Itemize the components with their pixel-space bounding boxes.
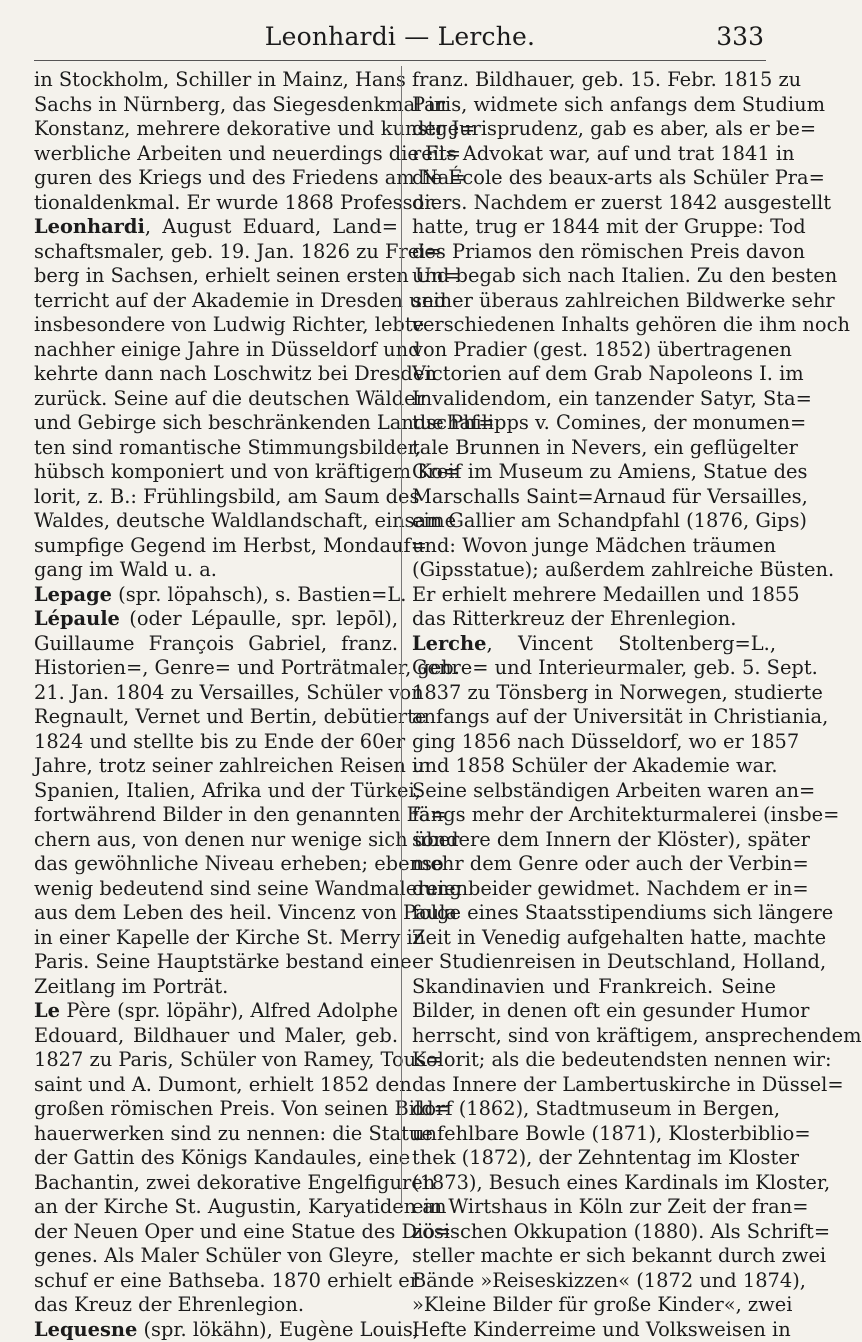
page-number: 333 bbox=[716, 22, 764, 51]
text-line: das gewöhnliche Niveau erheben; ebenso bbox=[34, 852, 398, 877]
text-line: das Ritterkreuz der Ehrenlegion. bbox=[412, 607, 776, 632]
text-line: tue Philipps v. Comines, der monumen= bbox=[412, 411, 776, 436]
text-line: berg in Sachsen, erhielt seinen ersten Un= bbox=[34, 264, 398, 289]
text-line: dung beider gewidmet. Nachdem er in= bbox=[412, 877, 776, 902]
text-line: Lepage (spr. löpahsch), s. Bastien=L. bbox=[34, 583, 398, 608]
text-line: zösischen Okkupation (1880). Als Schrift= bbox=[412, 1220, 776, 1245]
text-line: 1827 zu Paris, Schüler von Ramey, Tous= bbox=[34, 1048, 398, 1073]
text-line: 21. Jan. 1804 zu Versailles, Schüler von bbox=[34, 681, 398, 706]
text-line: Hefte Kinderreime und Volksweisen in bbox=[412, 1318, 776, 1342]
text-line: chern aus, von denen nur wenige sich über bbox=[34, 828, 398, 853]
page-header bbox=[0, 18, 800, 58]
text-line: hatte, trug er 1844 mit der Gruppe: Tod bbox=[412, 215, 776, 240]
text-line: Zeit in Venedig aufgehalten hatte, machte bbox=[412, 926, 776, 951]
text-line: Historien=, Genre= und Porträtmaler, geb. bbox=[34, 656, 398, 681]
text-line: Lerche, Vincent Stoltenberg=L., bbox=[412, 632, 776, 657]
text-line: Le Père (spr. löpähr), Alfred Adolphe bbox=[34, 999, 398, 1024]
text-line: herrscht, sind von kräftigem, ansprechendem bbox=[412, 1024, 776, 1049]
text-line: anfangs auf der Universität in Christiania, bbox=[412, 705, 776, 730]
text-line: ein Gallier am Schandpfahl (1876, Gips) bbox=[412, 509, 776, 534]
text-line: schaftsmaler, geb. 19. Jan. 1826 zu Frei= bbox=[34, 240, 398, 265]
entry-headword: Lequesne bbox=[34, 1318, 137, 1341]
text-line: wenig bedeutend sind seine Wandmalereien bbox=[34, 877, 398, 902]
text-line: er Studienreisen in Deutschland, Holland, bbox=[412, 950, 776, 975]
text-line: (Gipsstatue); außerdem zahlreiche Büsten. bbox=[412, 558, 776, 583]
text-line: verschiedenen Inhalts gehören die ihm noch bbox=[412, 313, 776, 338]
text-line: tale Brunnen in Nevers, ein geflügelter bbox=[412, 436, 776, 461]
entry-headword: Lepage bbox=[34, 583, 112, 606]
text-line: und Gebirge sich beschränkenden Landschaf= bbox=[34, 411, 398, 436]
text-line: seiner überaus zahlreichen Bildwerke sehr bbox=[412, 289, 776, 314]
text-line: und 1858 Schüler der Akademie war. bbox=[412, 754, 776, 779]
text-line: Konstanz, mehrere dekorative und kunstge= bbox=[34, 117, 398, 142]
text-line: ging 1856 nach Düsseldorf, wo er 1857 bbox=[412, 730, 776, 755]
text-line: (1873), Besuch eines Kardinals im Kloster, bbox=[412, 1171, 776, 1196]
text-line: »Kleine Bilder für große Kinder«, zwei bbox=[412, 1293, 776, 1318]
text-line: insbesondere von Ludwig Richter, lebte bbox=[34, 313, 398, 338]
text-line: Jahre, trotz seiner zahlreichen Reisen in bbox=[34, 754, 398, 779]
text-line: Paris. Seine Hauptstärke bestand eine bbox=[34, 950, 398, 975]
text-line: der Gattin des Königs Kandaules, eine bbox=[34, 1146, 398, 1171]
text-line: saint und A. Dumont, erhielt 1852 den bbox=[34, 1073, 398, 1098]
text-line: kehrte dann nach Loschwitz bei Dresden bbox=[34, 362, 398, 387]
text-line: fortwährend Bilder in den genannten Fä= bbox=[34, 803, 398, 828]
text-line: ten sind romantische Stimmungsbilder, bbox=[34, 436, 398, 461]
text-line: mehr dem Genre oder auch der Verbin= bbox=[412, 852, 776, 877]
text-line: zurück. Seine auf die deutschen Wälder bbox=[34, 387, 398, 412]
text-line: Marschalls Saint=Arnaud für Versailles, bbox=[412, 485, 776, 510]
text-line: Victorien auf dem Grab Napoleons I. im bbox=[412, 362, 776, 387]
text-line: Sachs in Nürnberg, das Siegesdenkmal in bbox=[34, 93, 398, 118]
text-line: genes. Als Maler Schüler von Gleyre, bbox=[34, 1244, 398, 1269]
left-column bbox=[34, 68, 398, 1342]
text-line: thek (1872), der Zehntentag im Kloster bbox=[412, 1146, 776, 1171]
text-line: Bände »Reiseskizzen« (1872 und 1874), bbox=[412, 1269, 776, 1294]
text-line: diers. Nachdem er zuerst 1842 ausgestellt bbox=[412, 191, 776, 216]
text-line: schuf er eine Bathseba. 1870 erhielt er bbox=[34, 1269, 398, 1294]
running-head: Leonhardi — Lerche. bbox=[0, 22, 800, 51]
entry-headword: Lépaule bbox=[34, 607, 120, 630]
text-line: Greif im Museum zu Amiens, Statue des bbox=[412, 460, 776, 485]
text-line: Invalidendom, ein tanzender Satyr, Sta= bbox=[412, 387, 776, 412]
text-line: der Jurisprudenz, gab es aber, als er be= bbox=[412, 117, 776, 142]
text-line: 1837 zu Tönsberg in Norwegen, studierte bbox=[412, 681, 776, 706]
entry-headword: Le bbox=[34, 999, 60, 1022]
text-line: franz. Bildhauer, geb. 15. Febr. 1815 zu bbox=[412, 68, 776, 93]
column-divider bbox=[401, 66, 402, 1206]
text-line: großen römischen Preis. Von seinen Bild= bbox=[34, 1097, 398, 1122]
text-line: Er erhielt mehrere Medaillen und 1855 bbox=[412, 583, 776, 608]
text-line: Paris, widmete sich anfangs dem Studium bbox=[412, 93, 776, 118]
text-line: 1824 und stellte bis zu Ende der 60er bbox=[34, 730, 398, 755]
text-line: sumpfige Gegend im Herbst, Mondauf= bbox=[34, 534, 398, 559]
text-line: Bachantin, zwei dekorative Engelfiguren bbox=[34, 1171, 398, 1196]
text-line: steller machte er sich bekannt durch zwei bbox=[412, 1244, 776, 1269]
text-line: guren des Kriegs und des Friedens am Na= bbox=[34, 166, 398, 191]
text-line: des Priamos den römischen Preis davon bbox=[412, 240, 776, 265]
text-line: fangs mehr der Architekturmalerei (insbe= bbox=[412, 803, 776, 828]
text-line: sondere dem Innern der Klöster), später bbox=[412, 828, 776, 853]
text-line: Guillaume François Gabriel, franz. bbox=[34, 632, 398, 657]
header-rule bbox=[34, 60, 766, 61]
right-column bbox=[412, 68, 776, 1342]
text-line: hauerwerken sind zu nennen: die Statue bbox=[34, 1122, 398, 1147]
text-line: aus dem Leben des heil. Vincenz von Paula bbox=[34, 901, 398, 926]
text-line: Skandinavien und Frankreich. Seine bbox=[412, 975, 776, 1000]
text-line: lorit, z. B.: Frühlingsbild, am Saum des bbox=[34, 485, 398, 510]
text-line: Spanien, Italien, Afrika und der Türkei, bbox=[34, 779, 398, 804]
text-line: und begab sich nach Italien. Zu den besten bbox=[412, 264, 776, 289]
text-line: unfehlbare Bowle (1871), Klosterbiblio= bbox=[412, 1122, 776, 1147]
text-line: ein Wirtshaus in Köln zur Zeit der fran= bbox=[412, 1195, 776, 1220]
text-line: dorf (1862), Stadtmuseum in Bergen, bbox=[412, 1097, 776, 1122]
entry-headword: Leonhardi bbox=[34, 215, 145, 238]
text-line: Regnault, Vernet und Bertin, debütierte bbox=[34, 705, 398, 730]
text-line: Leonhardi, August Eduard, Land= bbox=[34, 215, 398, 240]
text-line: in einer Kapelle der Kirche St. Merry in bbox=[34, 926, 398, 951]
text-line: reits Advokat war, auf und trat 1841 in bbox=[412, 142, 776, 167]
text-line: Lequesne (spr. lökähn), Eugène Louis, bbox=[34, 1318, 398, 1342]
text-line: in Stockholm, Schiller in Mainz, Hans bbox=[34, 68, 398, 93]
text-line: terricht auf der Akademie in Dresden und bbox=[34, 289, 398, 314]
text-line: gang im Wald u. a. bbox=[34, 558, 398, 583]
text-line: Kolorit; als die bedeutendsten nennen wir: bbox=[412, 1048, 776, 1073]
text-line: der Neuen Oper und eine Statue des Dio= bbox=[34, 1220, 398, 1245]
text-line: hübsch komponiert und von kräftigem Ko= bbox=[34, 460, 398, 485]
text-line: Waldes, deutsche Waldlandschaft, einsame bbox=[34, 509, 398, 534]
entry-headword: Lerche bbox=[412, 632, 486, 655]
text-line: Seine selbständigen Arbeiten waren an= bbox=[412, 779, 776, 804]
text-line: folge eines Staatsstipendiums sich längere bbox=[412, 901, 776, 926]
text-line: an der Kirche St. Augustin, Karyatiden an bbox=[34, 1195, 398, 1220]
text-line: das Innere der Lambertuskirche in Düssel= bbox=[412, 1073, 776, 1098]
text-line: das Kreuz der Ehrenlegion. bbox=[34, 1293, 398, 1318]
text-line: die École des beaux-arts als Schüler Pra= bbox=[412, 166, 776, 191]
text-line: Edouard, Bildhauer und Maler, geb. bbox=[34, 1024, 398, 1049]
text-line: Bilder, in denen oft ein gesunder Humor bbox=[412, 999, 776, 1024]
text-line: von Pradier (gest. 1852) übertragenen bbox=[412, 338, 776, 363]
text-line: und: Wovon junge Mädchen träumen bbox=[412, 534, 776, 559]
text-line: Lépaule (oder Lépaulle, spr. lepōl), bbox=[34, 607, 398, 632]
text-line: Genre= und Interieurmaler, geb. 5. Sept. bbox=[412, 656, 776, 681]
text-line: tionaldenkmal. Er wurde 1868 Professor. bbox=[34, 191, 398, 216]
text-line: Zeitlang im Porträt. bbox=[34, 975, 398, 1000]
text-line: werbliche Arbeiten und neuerdings die Fi= bbox=[34, 142, 398, 167]
text-line: nachher einige Jahre in Düsseldorf und bbox=[34, 338, 398, 363]
